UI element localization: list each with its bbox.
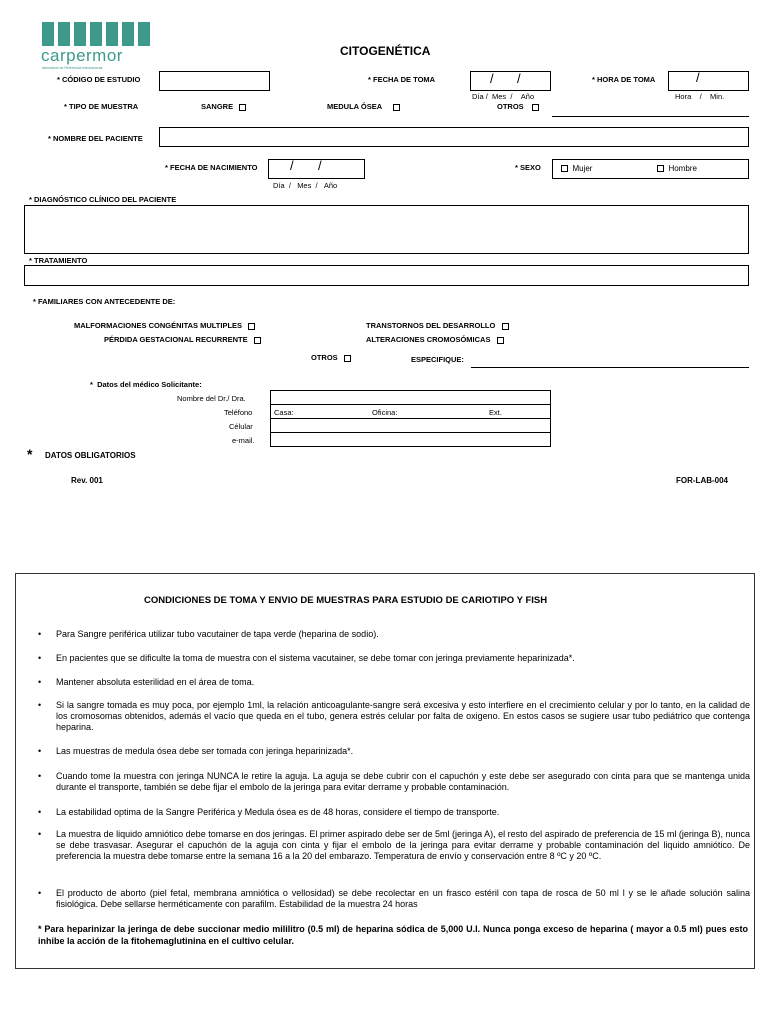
time-separator: / [696,70,700,85]
hora-toma-hint: Hora / Min. [675,92,725,101]
option-mujer[interactable]: Mujer [561,164,592,173]
fecha-toma-label: * FECHA DE TOMA [368,75,436,84]
nombre-paciente-label: * NOMBRE DEL PACIENTE [48,134,143,143]
nombre-paciente-input[interactable] [159,127,749,147]
logo-tagline: laboratorio de Referencia Internacional [42,66,103,70]
form-code: FOR-LAB-004 [676,476,729,485]
checkbox-mujer[interactable] [561,165,568,172]
list-item: • Las muestras de medula ósea debe ser tomada con jeringa heparinizada*. [38,746,354,756]
medico-celular-label: Célular [229,422,253,431]
medico-nombre-label: Nombre del Dr./ Dra. [177,394,246,403]
checkbox-otros[interactable] [532,104,539,111]
telefono-oficina-field[interactable]: Oficina: [372,408,398,417]
conditions-title: CONDICIONES DE TOMA Y ENVIO DE MUESTRAS PARA ESTUDIO DE CARIOTIPO Y FISH [144,595,548,606]
alteraciones-option[interactable]: ALTERACIONES CROMOSÓMICAS [366,335,504,344]
conditions-box [15,573,755,969]
diagnostico-input[interactable] [24,205,749,254]
list-item: • Mantener absoluta esterilidad en el área de toma. [38,677,255,687]
malformaciones-option[interactable]: MALFORMACIONES CONGÉNITAS MULTIPLES [74,321,255,330]
medico-telefono-label: Teléfono [224,408,253,417]
hora-toma-label: * HORA DE TOMA [592,75,656,84]
especifique-label: ESPECIFIQUE: [411,355,464,364]
datos-obligatorios-label: DATOS OBLIGATORIOS [45,451,136,460]
otros-antecedente-option[interactable]: OTROS [311,353,351,362]
medico-email-input[interactable] [270,432,551,447]
medico-telefono-row [270,404,551,419]
medico-email-label: e-mail. [232,436,255,445]
date-separator: / [517,71,521,86]
medico-celular-input[interactable] [270,418,551,433]
form-title: CITOGENÉTICA [340,44,431,58]
list-item: • La muestra de liquido amniótico debe tomarse en dos jeringas. El primer aspirado debe ser de 5ml (jeringa A), el resto del aspirado de preferencia de 15 ml (jeringa B), nunca se debe trasvasar. Asegurar el capuchón de la aguja con cinta y fijar el embolo de la jeringa para evitar derrame y probable contaminación del liquido amniótico. De preferencia la muestra debe tomarse entre la semana 16 a la 20 del embarazo. Temperatura de envío y conservación entre 8 ºC y 20 ºC. [38,829,750,861]
medico-heading: * Datos del médico Solicitante: [90,380,202,389]
date-separator: / [318,158,322,173]
checkbox-perdida[interactable] [254,337,261,344]
fecha-toma-hint: Día / Mes / Año [472,92,535,101]
date-separator: / [290,158,294,173]
fecha-nacimiento-label: * FECHA DE NACIMIENTO [165,163,258,172]
fecha-nacimiento-input[interactable] [268,159,365,179]
tratamiento-input[interactable] [24,265,749,286]
otros-specify-line[interactable] [552,116,749,117]
list-item: • Para Sangre periférica utilizar tubo vacutainer de tapa verde (heparina de sodio). [38,629,379,639]
checkbox-otros-antecedente[interactable] [344,355,351,362]
checkbox-hombre[interactable] [657,165,664,172]
option-medula[interactable]: MEDULA ÓSEA [327,102,400,111]
option-otros[interactable]: OTROS [497,102,539,111]
telefono-ext-field[interactable]: Ext. [489,408,502,417]
medico-nombre-input[interactable] [270,390,551,405]
transtornos-option[interactable]: TRANSTORNOS DEL DESARROLLO [366,321,509,330]
heparin-footnote: * Para heparinizar la jeringa de debe succionar medio mililitro (0.5 ml) de heparina sódica de 5,000 U.I. Nunca ponga exceso de heparina ( mayor a 0.5 ml) pues esto inhibe la acción de la fitohemaglutinina en el cultivo celular. [38,924,748,946]
list-item: • En pacientes que se dificulte la toma de muestra con el sistema vacutainer, se debe tomar con jeringa previamente heparinizada*. [38,653,575,663]
hora-toma-input[interactable] [668,71,749,91]
familiares-label: * FAMILIARES CON ANTECEDENTE DE: [33,297,176,306]
required-star: * [27,446,33,462]
list-item: • La estabilidad optima de la Sangre Periférica y Medula ósea es de 48 horas, considere el tiempo de transporte. [38,807,500,817]
checkbox-medula[interactable] [393,104,400,111]
list-item: • Si la sangre tomada es muy poca, por ejemplo 1ml, la relación anticoagulante-sangre será excesiva y esto interfiere en el crecimiento celular y por lo tanto, en la calidad de los cromosomas obtenidos, además el vacío que queda en el tubo, genera estrés celular por falta de oxigeno. En estos casos se sugiere usar tubo pediátrico que contenga heparina. [38,700,750,732]
perdida-option[interactable]: PÉRDIDA GESTACIONAL RECURRENTE [104,335,261,344]
option-hombre[interactable]: Hombre [657,164,697,173]
list-item: • Cuando tome la muestra con jeringa NUNCA le retire la aguja. La aguja se debe cubrir con el capuchón y este debe ser asegurado con cinta para que se mantenga unida durante el transporte, también se debe fijar el embolo de la jeringa para evitar derrame y probable contaminación. [38,771,750,792]
logo-name: carpermor [41,46,123,65]
diagnostico-label: * DIAGNÓSTICO CLÍNICO DEL PACIENTE [29,195,177,204]
checkbox-sangre[interactable] [239,104,246,111]
sexo-label: * SEXO [515,163,541,172]
telefono-casa-field[interactable]: Casa: [274,408,294,417]
checkbox-alteraciones[interactable] [497,337,504,344]
list-item: • El producto de aborto (piel fetal, membrana amniótica o vellosidad) se debe recolectar en un frasco estéril con tapa de rosca de 50 ml l y se le añade solución salina fisiológica. Debe sellarse herméticamente con parafilm. Estabilidad de la muestra 24 horas [38,888,750,909]
logo-bars-icon [42,22,150,46]
checkbox-transtornos[interactable] [502,323,509,330]
tratamiento-label: * TRATAMIENTO [29,256,88,265]
especifique-line[interactable] [471,367,749,368]
date-separator: / [490,71,494,86]
codigo-estudio-input[interactable] [159,71,270,91]
option-sangre[interactable]: SANGRE [201,102,246,111]
codigo-estudio-label: * CÓDIGO DE ESTUDIO [57,75,141,84]
tipo-muestra-label: * TIPO DE MUESTRA [64,102,139,111]
revision-number: Rev. 001 [71,476,103,485]
fecha-nacimiento-hint: Día / Mes / Año [273,181,338,190]
fecha-toma-input[interactable] [470,71,551,91]
checkbox-malformaciones[interactable] [248,323,255,330]
